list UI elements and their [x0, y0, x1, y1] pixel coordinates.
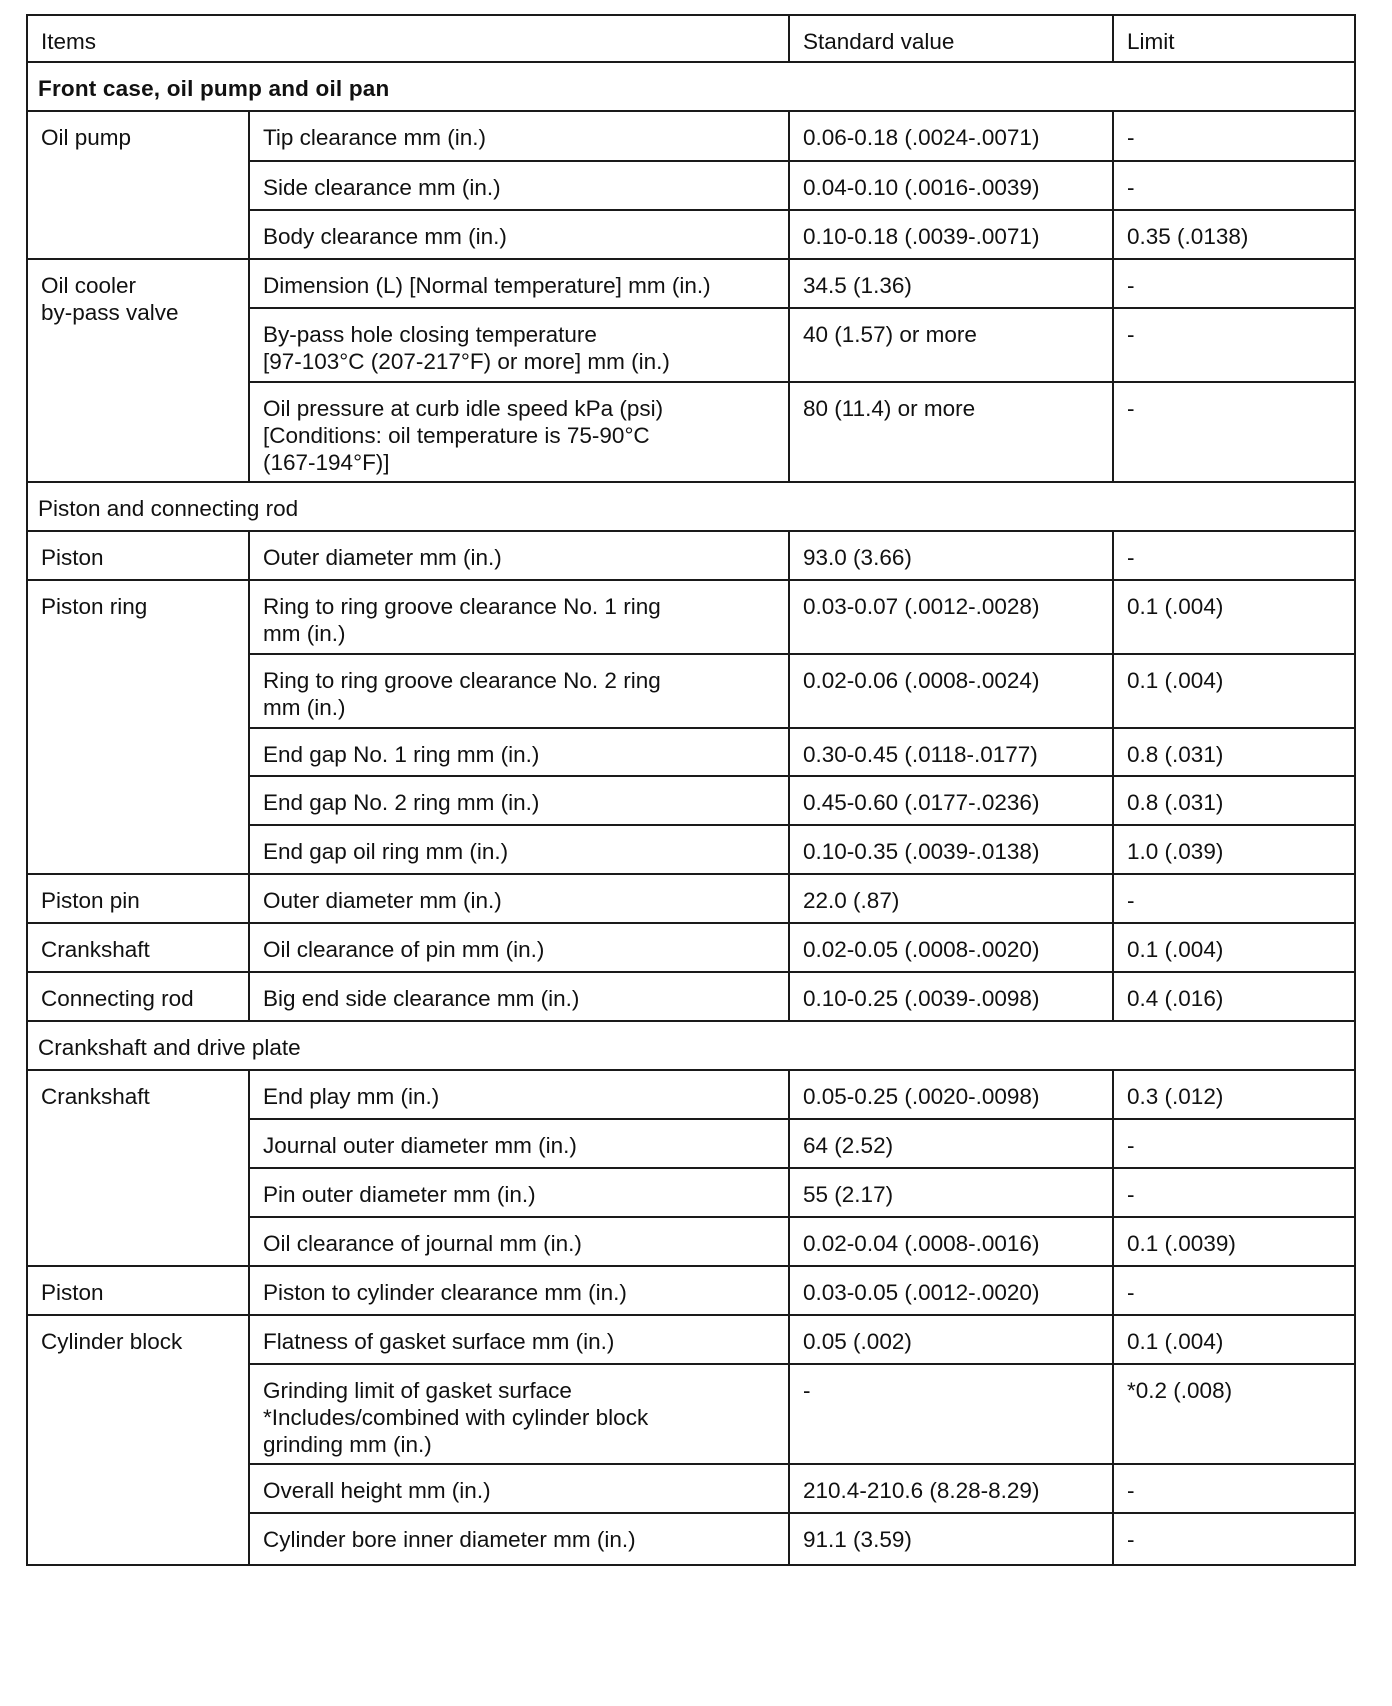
- table-row: [27, 531, 1355, 580]
- group-oil-cooler: Oil cooler by-pass valve: [27, 259, 249, 482]
- limit-cell: 0.8 (.031): [1113, 728, 1355, 776]
- limit-cell: -: [1113, 1513, 1355, 1565]
- table-row: [27, 972, 1355, 1021]
- standard-cell: 210.4-210.6 (8.28-8.29): [789, 1464, 1113, 1513]
- standard-cell: 0.03-0.07 (.0012-.0028): [789, 580, 1113, 654]
- item-cell: Ring to ring groove clearance No. 1 ring mm (in.): [249, 580, 789, 654]
- section-title: Front case, oil pump and oil pan: [27, 62, 1355, 111]
- group-cylinder-block: Cylinder block: [27, 1315, 249, 1565]
- limit-cell: -: [1113, 111, 1355, 161]
- item-cell: End play mm (in.): [249, 1070, 789, 1119]
- standard-cell: 0.02-0.06 (.0008-.0024): [789, 654, 1113, 728]
- item-cell: Oil clearance of pin mm (in.): [249, 923, 789, 972]
- limit-cell: -: [1113, 1266, 1355, 1315]
- standard-cell: 0.02-0.04 (.0008-.0016): [789, 1217, 1113, 1266]
- group-piston: Piston: [27, 1266, 249, 1315]
- table-row: [27, 1315, 1355, 1364]
- section-title: Piston and connecting rod: [27, 482, 1355, 531]
- group-connecting-rod: Connecting rod: [27, 972, 249, 1021]
- section-title: Crankshaft and drive plate: [27, 1021, 1355, 1070]
- section-row: [27, 62, 1355, 111]
- limit-cell: 0.1 (.004): [1113, 1315, 1355, 1364]
- spec-table: [26, 14, 1356, 1566]
- header-limit: Limit: [1113, 15, 1355, 62]
- standard-cell: 34.5 (1.36): [789, 259, 1113, 308]
- item-cell: End gap No. 2 ring mm (in.): [249, 776, 789, 825]
- limit-cell: *0.2 (.008): [1113, 1364, 1355, 1464]
- standard-cell: 64 (2.52): [789, 1119, 1113, 1168]
- item-cell: Oil pressure at curb idle speed kPa (psi) [Conditions: oil temperature is 75-90°C (167-194°F)]: [249, 382, 789, 482]
- item-cell: End gap oil ring mm (in.): [249, 825, 789, 874]
- limit-cell: 0.1 (.004): [1113, 580, 1355, 654]
- group-crankshaft: Crankshaft: [27, 1070, 249, 1266]
- limit-cell: 0.1 (.004): [1113, 654, 1355, 728]
- limit-cell: -: [1113, 259, 1355, 308]
- group-oil-pump: Oil pump: [27, 111, 249, 259]
- standard-cell: 22.0 (.87): [789, 874, 1113, 923]
- limit-cell: -: [1113, 531, 1355, 580]
- standard-cell: 0.10-0.18 (.0039-.0071): [789, 210, 1113, 259]
- table-row: [27, 1070, 1355, 1119]
- standard-cell: 80 (11.4) or more: [789, 382, 1113, 482]
- header-items: Items: [27, 15, 789, 62]
- section-row: [27, 1021, 1355, 1070]
- limit-cell: -: [1113, 382, 1355, 482]
- limit-cell: -: [1113, 161, 1355, 210]
- table-row: [27, 111, 1355, 161]
- standard-cell: 0.02-0.05 (.0008-.0020): [789, 923, 1113, 972]
- item-cell: Body clearance mm (in.): [249, 210, 789, 259]
- item-cell: Tip clearance mm (in.): [249, 111, 789, 161]
- standard-cell: 93.0 (3.66): [789, 531, 1113, 580]
- standard-cell: 0.10-0.35 (.0039-.0138): [789, 825, 1113, 874]
- standard-cell: 0.45-0.60 (.0177-.0236): [789, 776, 1113, 825]
- standard-cell: 0.05-0.25 (.0020-.0098): [789, 1070, 1113, 1119]
- item-cell: Ring to ring groove clearance No. 2 ring mm (in.): [249, 654, 789, 728]
- item-cell: Piston to cylinder clearance mm (in.): [249, 1266, 789, 1315]
- table-row: [27, 923, 1355, 972]
- header-row: [27, 15, 1355, 62]
- limit-cell: -: [1113, 1119, 1355, 1168]
- standard-cell: 0.03-0.05 (.0012-.0020): [789, 1266, 1113, 1315]
- section-row: [27, 482, 1355, 531]
- item-cell: Oil clearance of journal mm (in.): [249, 1217, 789, 1266]
- group-crankshaft: Crankshaft: [27, 923, 249, 972]
- limit-cell: 0.1 (.0039): [1113, 1217, 1355, 1266]
- table-row: [27, 580, 1355, 654]
- item-cell: Flatness of gasket surface mm (in.): [249, 1315, 789, 1364]
- standard-cell: 0.10-0.25 (.0039-.0098): [789, 972, 1113, 1021]
- standard-cell: 0.06-0.18 (.0024-.0071): [789, 111, 1113, 161]
- item-cell: Dimension (L) [Normal temperature] mm (in.): [249, 259, 789, 308]
- limit-cell: -: [1113, 1464, 1355, 1513]
- standard-cell: 40 (1.57) or more: [789, 308, 1113, 382]
- group-piston-ring: Piston ring: [27, 580, 249, 874]
- table-row: [27, 874, 1355, 923]
- limit-cell: -: [1113, 1168, 1355, 1217]
- group-piston: Piston: [27, 531, 249, 580]
- item-cell: Outer diameter mm (in.): [249, 874, 789, 923]
- limit-cell: 0.4 (.016): [1113, 972, 1355, 1021]
- limit-cell: -: [1113, 308, 1355, 382]
- item-cell: By-pass hole closing temperature [97-103°C (207-217°F) or more] mm (in.): [249, 308, 789, 382]
- header-standard-value: Standard value: [789, 15, 1113, 62]
- item-cell: Pin outer diameter mm (in.): [249, 1168, 789, 1217]
- standard-cell: 0.04-0.10 (.0016-.0039): [789, 161, 1113, 210]
- standard-cell: 55 (2.17): [789, 1168, 1113, 1217]
- standard-cell: 91.1 (3.59): [789, 1513, 1113, 1565]
- standard-cell: 0.05 (.002): [789, 1315, 1113, 1364]
- item-cell: Big end side clearance mm (in.): [249, 972, 789, 1021]
- item-cell: Overall height mm (in.): [249, 1464, 789, 1513]
- limit-cell: -: [1113, 874, 1355, 923]
- standard-cell: 0.30-0.45 (.0118-.0177): [789, 728, 1113, 776]
- item-cell: Outer diameter mm (in.): [249, 531, 789, 580]
- item-cell: Cylinder bore inner diameter mm (in.): [249, 1513, 789, 1565]
- limit-cell: 0.3 (.012): [1113, 1070, 1355, 1119]
- limit-cell: 0.8 (.031): [1113, 776, 1355, 825]
- item-cell: Side clearance mm (in.): [249, 161, 789, 210]
- limit-cell: 1.0 (.039): [1113, 825, 1355, 874]
- standard-cell: -: [789, 1364, 1113, 1464]
- table-row: [27, 259, 1355, 308]
- table-row: [27, 1266, 1355, 1315]
- group-piston-pin: Piston pin: [27, 874, 249, 923]
- item-cell: End gap No. 1 ring mm (in.): [249, 728, 789, 776]
- limit-cell: 0.1 (.004): [1113, 923, 1355, 972]
- item-cell: Journal outer diameter mm (in.): [249, 1119, 789, 1168]
- item-cell: Grinding limit of gasket surface *Includes/combined with cylinder block grinding mm (in.): [249, 1364, 789, 1464]
- limit-cell: 0.35 (.0138): [1113, 210, 1355, 259]
